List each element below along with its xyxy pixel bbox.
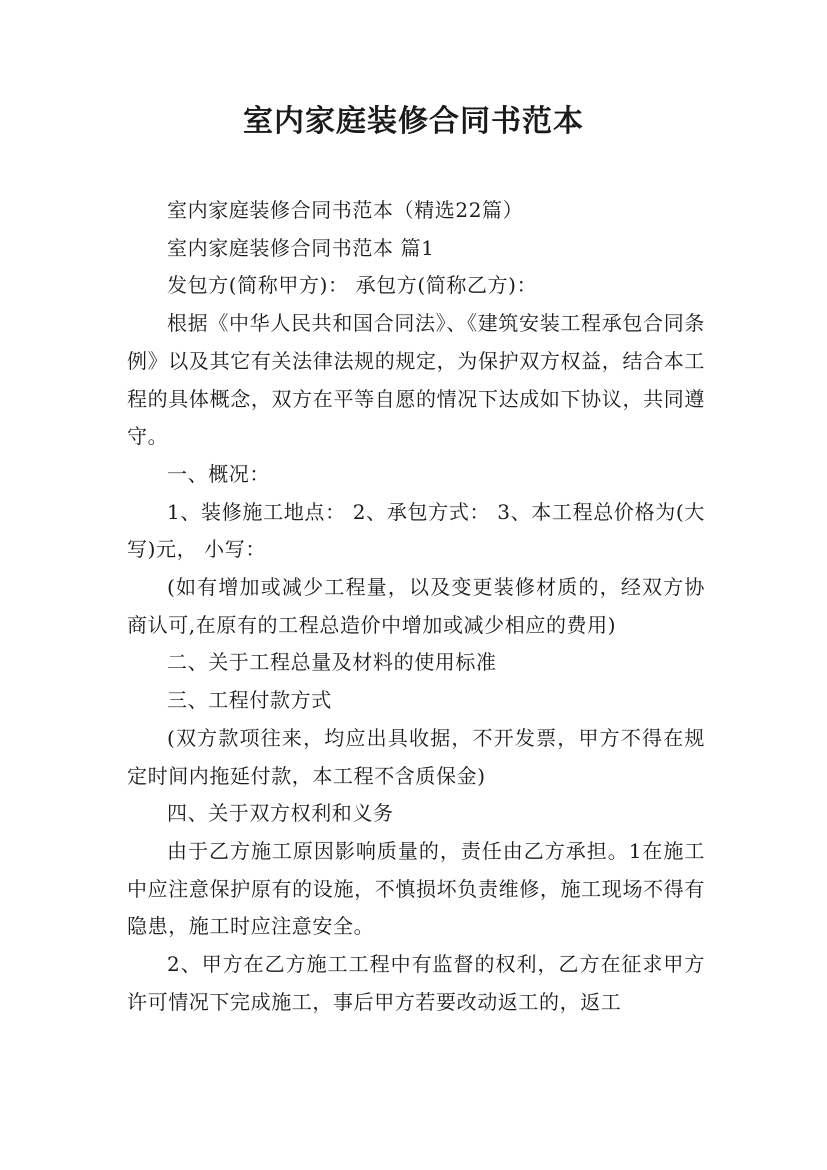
paragraph-payment-note: (双方款项往来，均应出具收据，不开发票，甲方不得在规定时间内拖延付款，本工程不含质保金) xyxy=(127,725,705,788)
paragraph-heading-3: 三、工程付款方式 xyxy=(167,688,332,713)
paragraph-preamble: 根据《中华人民共和国合同法》、《建筑安装工程承包合同条例》以及其它有关法律法规的规定，为保护双方权益，结合本工程的具体概念，双方在平等自愿的情况下达成如下协议，共同遵守。 xyxy=(127,311,705,449)
paragraph-overview-heading: 一、概况： xyxy=(167,461,270,486)
paragraph-overview-items: 1、装修施工地点： 2、承包方式： 3、本工程总价格为(大写)元， 小写： xyxy=(127,499,705,562)
paragraph-parties: 发包方(简称甲方)： 承包方(简称乙方)： xyxy=(167,273,538,298)
paragraph-section-heading: 室内家庭装修合同书范本 篇1 xyxy=(167,235,435,260)
paragraph-subtitle: 室内家庭装修合同书范本（精选22篇） xyxy=(167,198,524,222)
paragraph-price-note: (如有增加或减少工程量，以及变更装修材质的，经双方协商认可,在原有的工程总造价中增加或减少相应的费用) xyxy=(127,575,705,637)
paragraph-heading-2: 二、关于工程总量及材料的使用标准 xyxy=(167,650,497,675)
paragraph-quality-clause: 由于乙方施工原因影响质量的，责任由乙方承担。1在施工中应注意保护原有的设施，不慎损坏负责维修，施工现场不得有隐患，施工时应注意安全。 xyxy=(127,838,705,939)
paragraph-heading-4: 四、关于双方权利和义务 xyxy=(167,801,394,826)
paragraph-supervision-clause: 2、甲方在乙方施工工程中有监督的权利，乙方在征求甲方许可情况下完成施工，事后甲方若要改动返工的，返工 xyxy=(127,952,705,1014)
document-body xyxy=(127,192,705,1021)
document-title: 室内家庭装修合同书范本 xyxy=(243,104,584,139)
